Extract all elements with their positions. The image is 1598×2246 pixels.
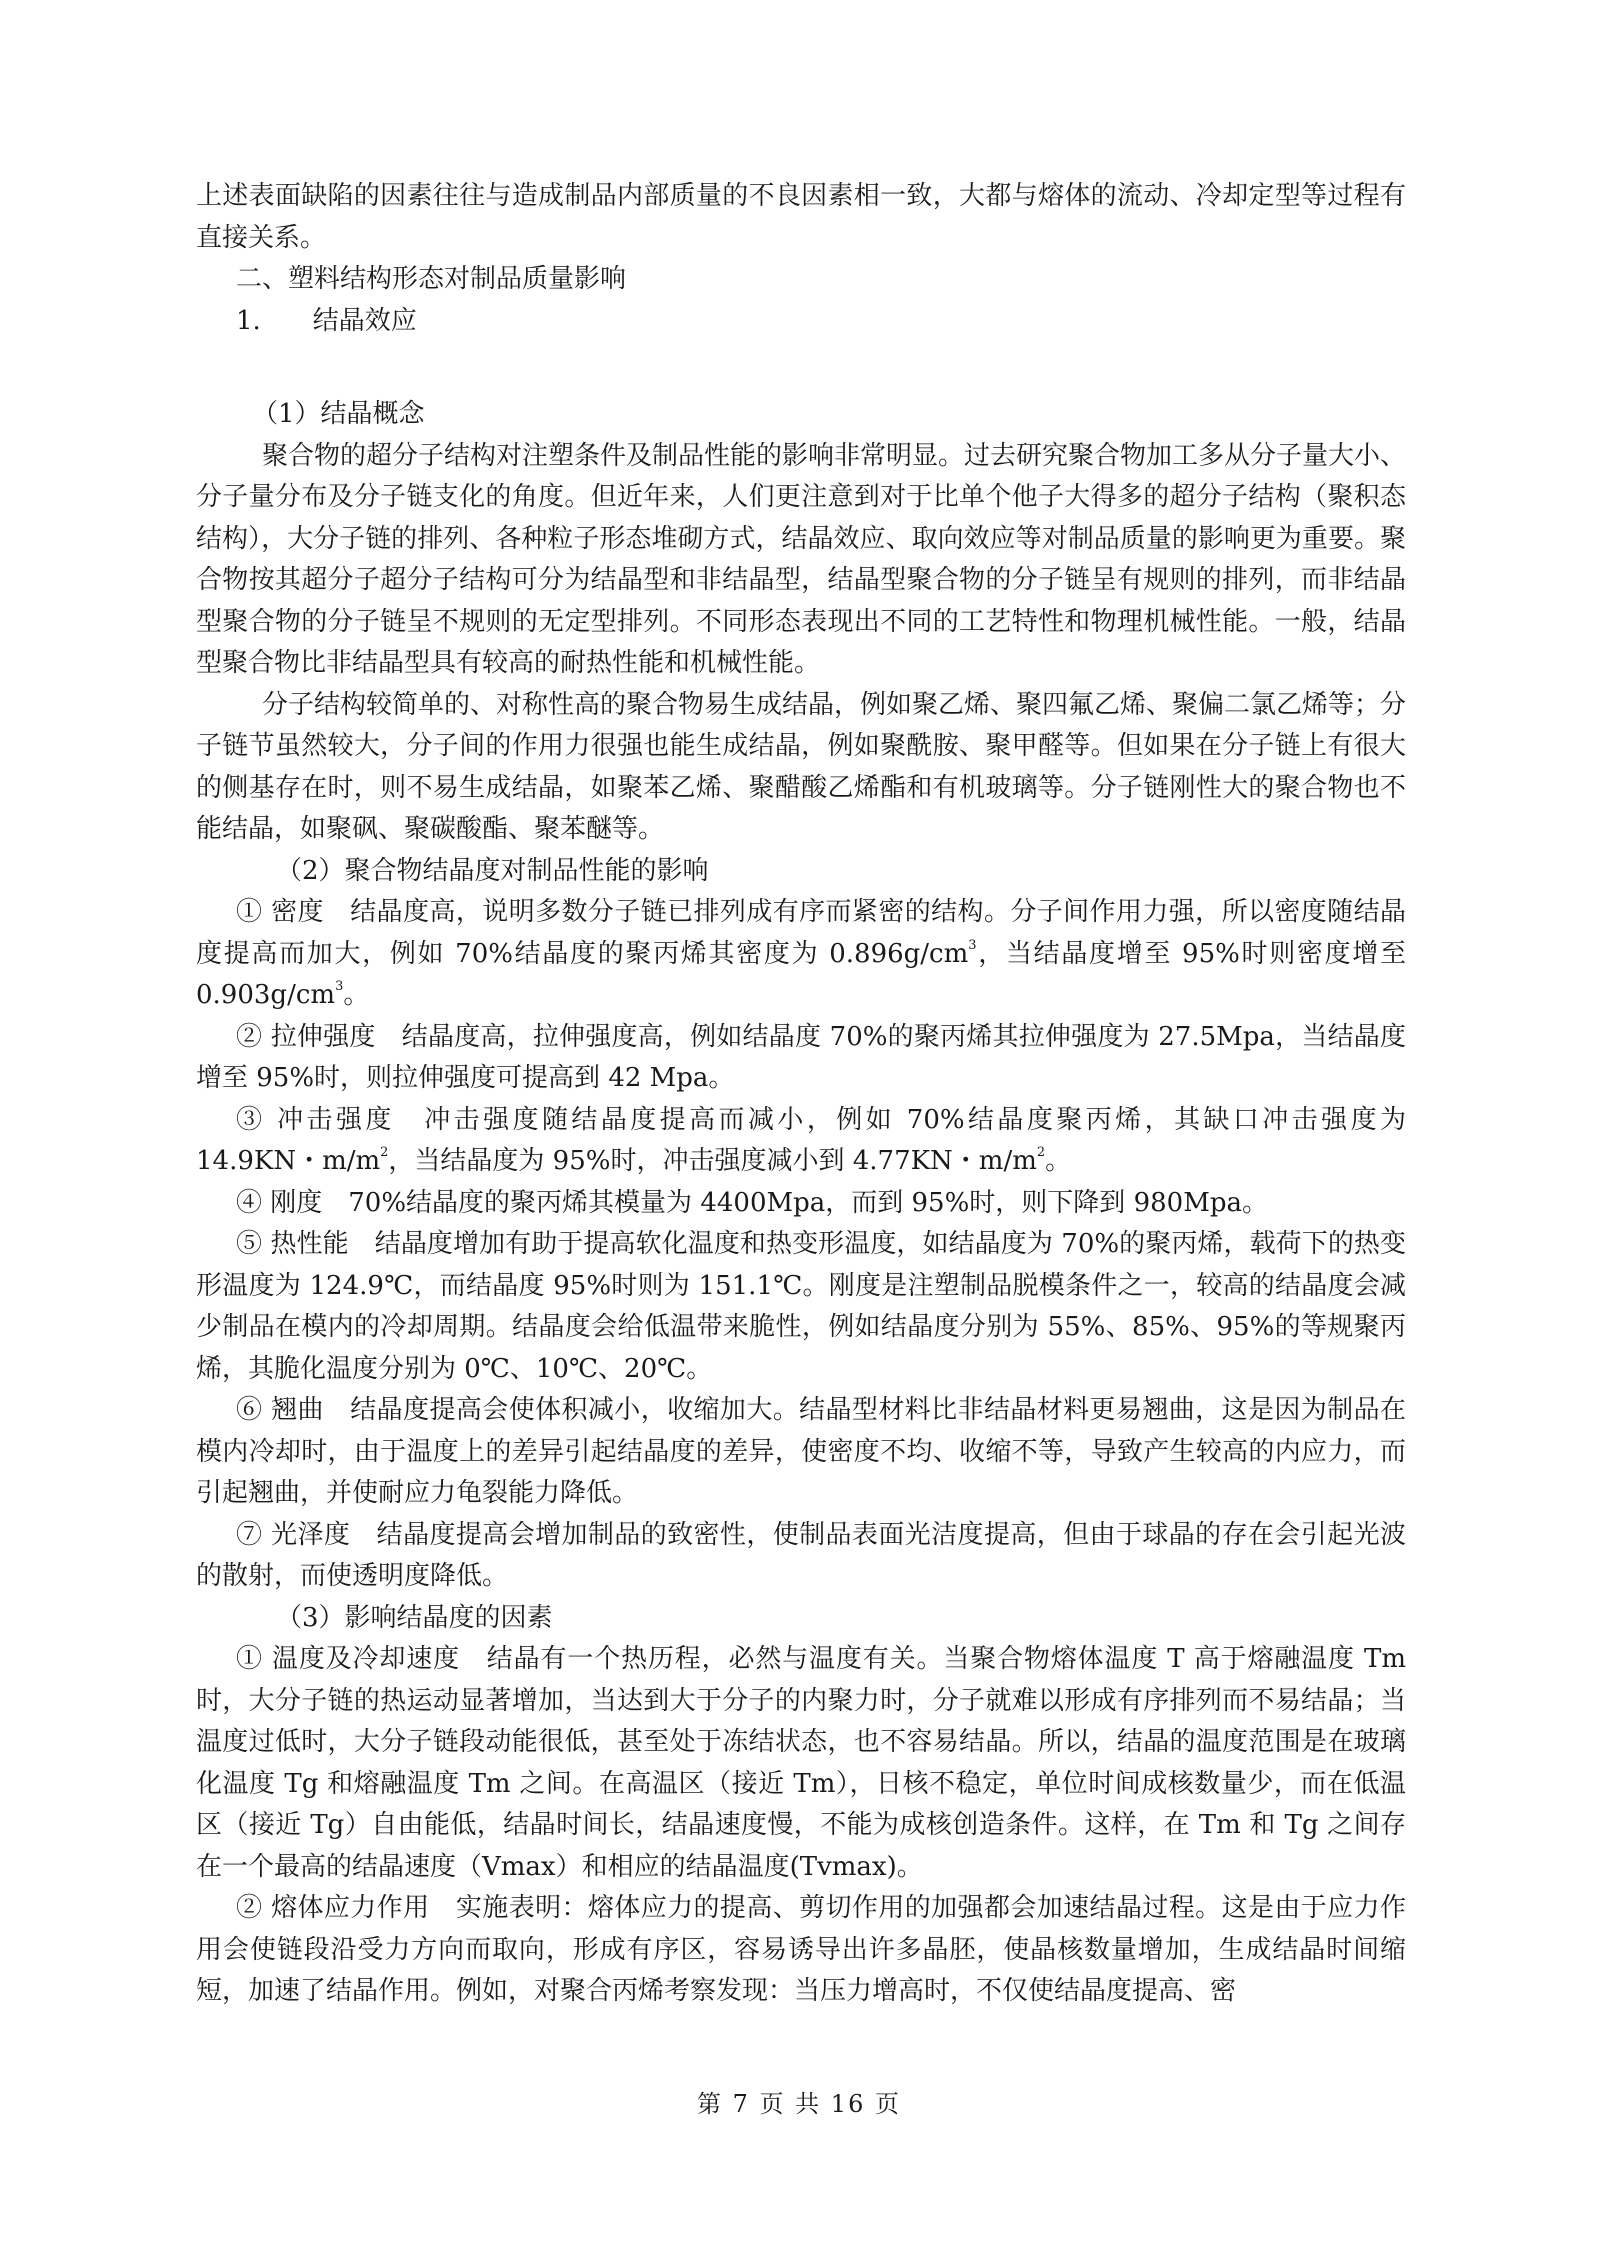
subsection-heading: 1. 结晶效应 bbox=[236, 305, 417, 336]
paragraph-stress: ② 熔体应力作用 实施表明：熔体应力的提高、剪切作用的加强都会加速结晶过程。这是由于应力作用会使链段沿受力方向而取向，形成有序区，容易诱导出许多晶胚，使晶核数量增加，生成结晶时间缩短，加速了结晶作用。例如，对聚合丙烯考察发现：当压力增高时，不仅使结晶度提高、密 bbox=[196, 1893, 1406, 2006]
document-body bbox=[196, 176, 1406, 2013]
paragraph-gloss: ⑦ 光泽度 结晶度提高会增加制品的致密性，使制品表面光洁度提高，但由于球晶的存在会引起光波的散射，而使透明度降低。 bbox=[196, 1519, 1406, 1591]
heading-crystallinity-factors: （3）影响结晶度的因素 bbox=[276, 1602, 553, 1633]
section-heading: 二、塑料结构形态对制品质量影响 bbox=[236, 264, 627, 294]
paragraph-impact: ③ 冲击强度 冲击强度随结晶度提高而减小，例如 70%结晶度聚丙烯，其缺口冲击强度为 14.9KN・$m/m^2$，当结晶度为 95%时，冲击强度减小到 4.77KN・$m/m^2$。 bbox=[196, 1104, 1406, 1176]
paragraph-intro: 上述表面缺陷的因素往往与造成制品内部质量的不良因素相一致，大都与熔体的流动、冷却定型等过程有直接关系。 bbox=[196, 181, 1406, 253]
paragraph-stiffness: ④ 刚度 70%结晶度的聚丙烯其模量为 4400Mpa，而到 95%时，则下降到 980Mpa。 bbox=[236, 1187, 1268, 1218]
paragraph-temperature: ① 温度及冷却速度 结晶有一个热历程，必然与温度有关。当聚合物熔体温度 T 高于熔融温度 Tm 时，大分子链的热运动显著增加，当达到大于分子的内聚力时，分子就难以形成有序排列而不易结晶；当温度过低时，大分子链段动能很低，甚至处于冻结状态，也不容易结晶。所以，结晶的温度范围是在玻璃化温度 Tg 和熔融温度 Tm 之间。在高温区（接近 Tm），日核不稳定，单位时间成核数量少，而在低温区（接近 Tg）自由能低，结晶时间长，结晶速度慢，不能为成核创造条件。这样，在 Tm 和 Tg 之间存在一个最高的结晶速度（Vmax）和相应的结晶温度(Tvmax)。 bbox=[196, 1644, 1406, 1882]
page-footer: 第 7 页 共 16 页 bbox=[697, 2090, 901, 2118]
heading-crystal-concept: （1）结晶概念 bbox=[252, 399, 425, 429]
paragraph-warping: ⑥ 翘曲 结晶度提高会使体积减小，收缩加大。结晶型材料比非结晶材料更易翘曲，这是因为制品在模内冷却时，由于温度上的差异引起结晶度的差异，使密度不均、收缩不等，导致产生较高的内应力，而引起翘曲，并使耐应力龟裂能力降低。 bbox=[196, 1395, 1406, 1508]
spacer bbox=[196, 342, 1406, 394]
paragraph-tensile: ② 拉伸强度 结晶度高，拉伸强度高，例如结晶度 70%的聚丙烯其拉伸强度为 27.5Mpa，当结晶度增至 95%时，则拉伸强度可提高到 42 Mpa。 bbox=[196, 1021, 1406, 1093]
paragraph-structure: 分子结构较简单的、对称性高的聚合物易生成结晶，例如聚乙烯、聚四氟乙烯、聚偏二氯乙烯等；分子链节虽然较大，分子间的作用力很强也能生成结晶，例如聚酰胺、聚甲醛等。但如果在分子链上有很大的侧基存在时，则不易生成结晶，如聚苯乙烯、聚醋酸乙烯酯和有机玻璃等。分子链刚性大的聚合物也不能结晶，如聚砜、聚碳酸酯、聚苯醚等。 bbox=[196, 689, 1407, 844]
paragraph-density: ① 密度 结晶度高，说明多数分子链已排列成有序而紧密的结构。分子间作用力强，所以密度随结晶度提高而加大，例如 70%结晶度的聚丙烯其密度为 $0.896g/cm^3$，当结晶度增至 95%时则密度增至 $0.903g/cm^3$。 bbox=[196, 897, 1406, 1010]
paragraph-thermal: ⑤ 热性能 结晶度增加有助于提高软化温度和热变形温度，如结晶度为 70%的聚丙烯，载荷下的热变形温度为 124.9℃，而结晶度 95%时则为 151.1℃。刚度是注塑制品脱模条件之一，较高的结晶度会减少制品在模内的冷却周期。结晶度会给低温带来脆性，例如结晶度分别为 55%、85%、95%的等规聚丙烯，其脆化温度分别为 0℃、10℃、20℃。 bbox=[196, 1229, 1406, 1384]
paragraph-supermolecular: 聚合物的超分子结构对注塑条件及制品性能的影响非常明显。过去研究聚合物加工多从分子量大小、分子量分布及分子链支化的角度。但近年来，人们更注意到对于比单个他子大得多的超分子结构（聚积态结构），大分子链的排列、各种粒子形态堆砌方式，结晶效应、取向效应等对制品质量的影响更为重要。聚合物按其超分子超分子结构可分为结晶型和非结晶型，结晶型聚合物的分子链呈有规则的排列，而非结晶型聚合物的分子链呈不规则的无定型排列。不同形态表现出不同的工艺特性和物理机械性能。一般，结晶型聚合物比非结晶型具有较高的耐热性能和机械性能。 bbox=[196, 440, 1407, 678]
heading-crystallinity-effects: （2）聚合物结晶度对制品性能的影响 bbox=[276, 855, 709, 886]
